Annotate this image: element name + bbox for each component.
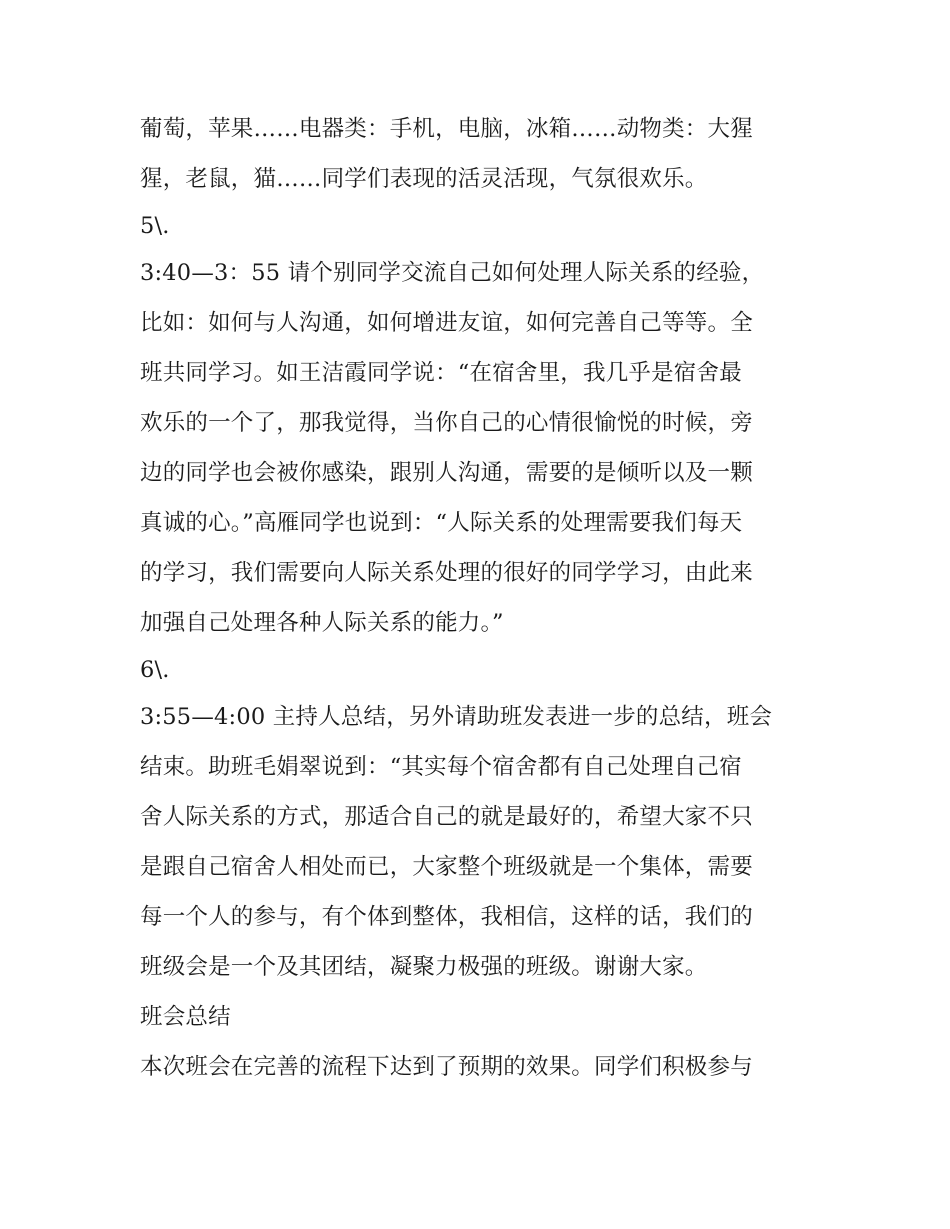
text-line: 欢乐的一个了，那我觉得，当你自己的心情很愉悦的时候，旁 — [140, 410, 753, 436]
text-line: 结束。助班毛娟翠说到：“其实每个宿舍都有自己处理自己宿 — [140, 754, 742, 780]
text-line: 每一个人的参与，有个体到整体，我相信，这样的话，我们的 — [140, 904, 753, 930]
text-line: 边的同学也会被你感染，跟别人沟通，需要的是倾听以及一颗 — [140, 460, 753, 486]
text-line: 班共同学习。如王洁霞同学说：“在宿舍里，我几乎是宿舍最 — [140, 360, 742, 386]
section-heading: 班会总结 — [140, 1004, 231, 1030]
text-line: 是跟自己宿舍人相处而已，大家整个班级就是一个集体，需要 — [140, 854, 753, 880]
text-line: 班级会是一个及其团结，凝聚力极强的班级。谢谢大家。 — [140, 954, 708, 980]
text-line: 猩，老鼠，猫……同学们表现的活灵活现，气氛很欢乐。 — [140, 166, 708, 192]
text-line: 本次班会在完善的流程下达到了预期的效果。同学们积极参与 — [140, 1054, 753, 1080]
text-line: 舍人际关系的方式，那适合自己的就是最好的，希望大家不只 — [140, 804, 753, 830]
text-line: 真诚的心。”高雁同学也说到：“人际关系的处理需要我们每天 — [140, 510, 743, 536]
text-line: 3:40—3：55 请个别同学交流自己如何处理人际关系的经验， — [140, 260, 765, 286]
step-number: 6\. — [140, 657, 170, 683]
text-line: 3:55—4:00 主持人总结，另外请助班发表进一步的总结，班会 — [140, 704, 773, 730]
text-line: 加强自己处理各种人际关系的能力。” — [140, 610, 504, 636]
text-line: 的学习，我们需要向人际关系处理的很好的同学学习，由此来 — [140, 560, 753, 586]
document-body — [140, 104, 812, 1092]
step-number: 5\. — [140, 213, 170, 239]
text-line: 比如：如何与人沟通，如何增进友谊，如何完善自己等等。全 — [140, 310, 753, 336]
text-line: 葡萄，苹果……电器类：手机，电脑，冰箱……动物类：大猩 — [140, 116, 753, 142]
